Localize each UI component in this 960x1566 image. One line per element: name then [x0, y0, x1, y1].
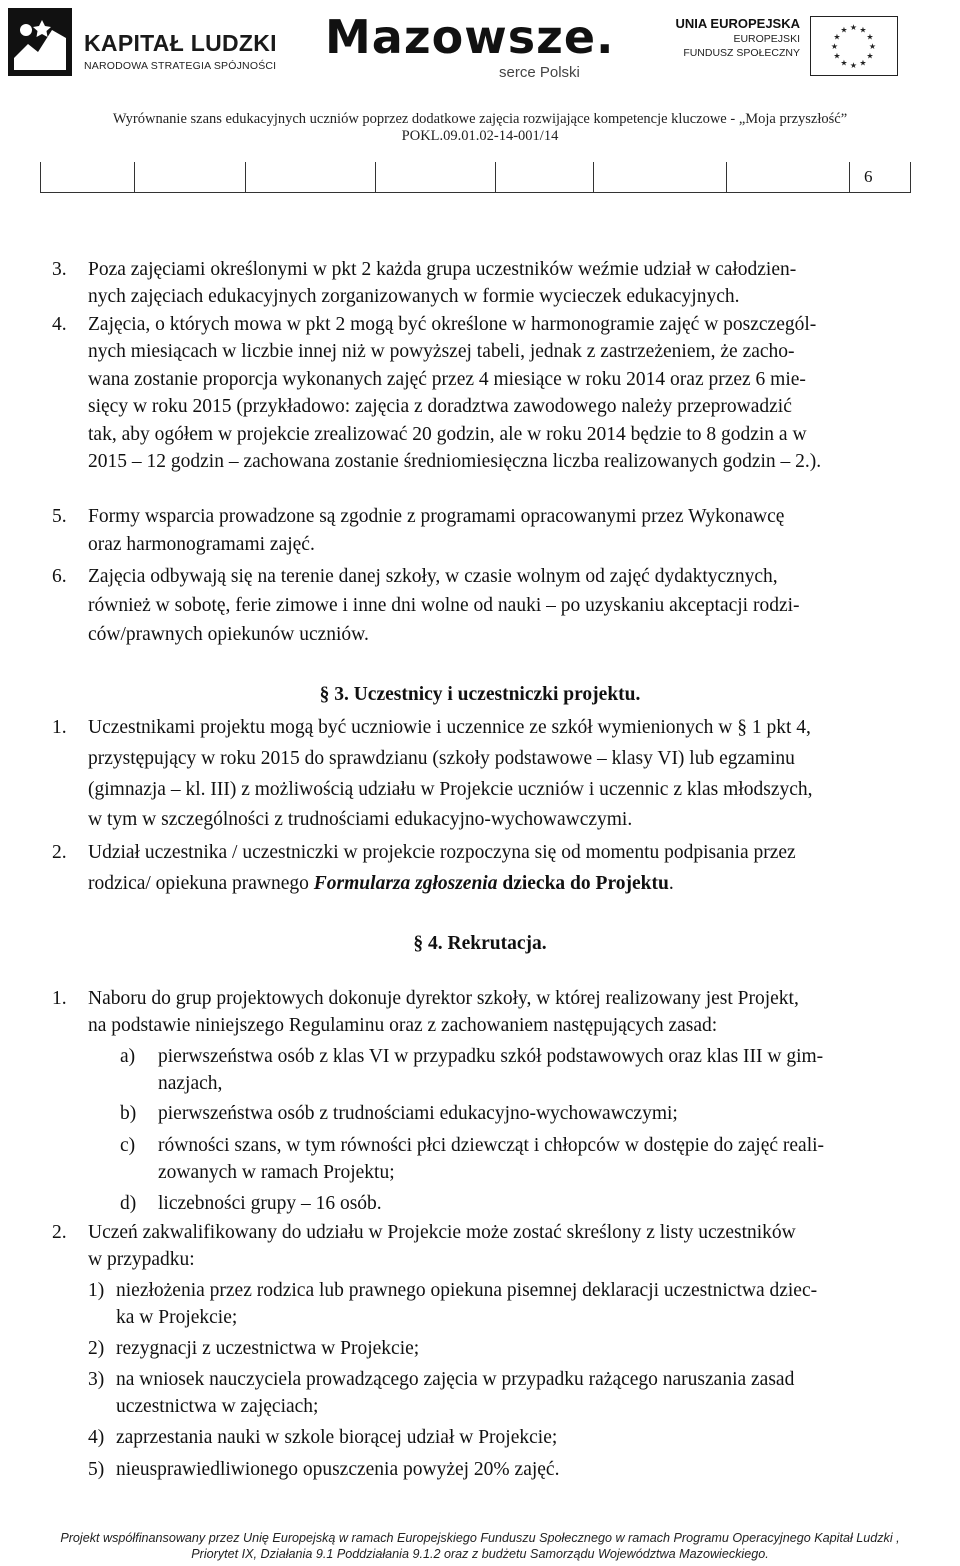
reason-text: niezłożenia przez rodzica lub prawnego opiekuna pisemnej deklaracji uczestnictwa dziec- [116, 1280, 818, 1301]
kapital-ludzki-subtitle: NARODOWA STRATEGIA SPÓJNOŚCI [84, 60, 277, 72]
svg-text:★: ★ [840, 25, 848, 35]
item-number: 1. [52, 988, 67, 1009]
reason-text: ka w Projekcie; [116, 1307, 238, 1328]
item-text-plain: rodzica/ opiekuna prawnego [88, 873, 314, 894]
footer-line1: Projekt współfinansowany przez Unię Europejską w ramach Europejskiego Funduszu Społecznego w ramach Programu Operacyjnego Kapitał Ludzki , [60, 1531, 900, 1545]
eu-line1: UNIA EUROPEJSKA [675, 16, 800, 31]
item-number: 5. [52, 506, 67, 527]
mazowsze-logo [325, 10, 625, 85]
sub-item-text: zowanych w ramach Projektu; [158, 1162, 395, 1183]
footer-line2: Priorytet IX, Działania 9.1 Poddziałania 9.1.2 oraz z budżetu Samorządu Województwa Mazowieckiego. [191, 1547, 769, 1561]
svg-text:★: ★ [859, 25, 867, 35]
kapital-ludzki-emblem-icon [8, 8, 72, 76]
svg-text:★: ★ [830, 42, 839, 51]
reason-text: nieusprawiedliwionego opuszczenia powyżej 20% zajęć. [116, 1459, 560, 1480]
kapital-ludzki-logo [8, 8, 278, 78]
item-text: Poza zajęciami określonymi w pkt 2 każda grupa uczestników weźmie udział w całodzien- [88, 259, 797, 280]
item-number: 2. [52, 842, 67, 863]
mazowsze-title: Mazowsze. [325, 10, 615, 64]
sub-item-label: d) [120, 1193, 137, 1214]
svg-text:★: ★ [840, 58, 848, 68]
item-text: Naboru do grup projektowych dokonuje dyrektor szkoły, w której realizowany jest Projekt, [88, 988, 799, 1009]
item-text: oraz harmonogramami zajęć. [88, 534, 315, 555]
svg-text:★: ★ [849, 61, 858, 70]
reason-label: 1) [88, 1280, 105, 1301]
table-cell [594, 162, 727, 193]
sub-item-text: liczebności grupy – 16 osób. [158, 1193, 382, 1214]
project-title [0, 111, 960, 145]
page-header [0, 0, 960, 150]
item-text: tak, aby ogółem w projekcie zrealizować 20 godzin, ale w roku 2014 będzie to 8 godzin a w [88, 424, 807, 445]
item-text: 2015 – 12 godzin – zachowana zostanie średniomiesięczna liczba realizowanych godzin – 2.). [88, 451, 822, 472]
reason-text: na wniosek nauczyciela prowadzącego zajęcia w przypadku rażącego naruszania zasad [116, 1369, 795, 1390]
item-text: Uczeń zakwalifikowany do udziału w Projekcie może zostać skreślony z listy uczestników [88, 1222, 796, 1243]
svg-text:★: ★ [833, 32, 841, 42]
mazowsze-subtitle: serce Polski [499, 64, 580, 81]
reason-label: 5) [88, 1459, 105, 1480]
table-cell [246, 162, 376, 193]
eu-line2: EUROPEJSKI [733, 33, 800, 45]
item-number: 1. [52, 717, 67, 738]
kapital-ludzki-title: KAPITAŁ LUDZKI [84, 30, 277, 56]
item-text: sięcy w roku 2015 (przykładowo: zajęcia z doradztwa zawodowego należy przeprowadzić [88, 396, 792, 417]
item-text: Udział uczestnika / uczestniczki w projekcie rozpoczyna się od momentu podpisania przez [88, 842, 796, 863]
project-title-line1: Wyrównanie szans edukacyjnych uczniów poprzez dodatkowe zajęcia rozwijające kompetencje kluczowe - „Moja przyszłość” [112, 111, 848, 127]
sub-item-text: pierwszeństwa osób z klas VI w przypadku szkół podstawowych oraz klas III w gim- [158, 1046, 824, 1067]
reason-label: 2) [88, 1338, 105, 1359]
eu-logo-text [672, 16, 800, 60]
item-number: 3. [52, 259, 67, 280]
sub-item-text: równości szans, w tym równości płci dziewcząt i chłopców w dostępie do zajęć reali- [158, 1135, 825, 1156]
table-cell [41, 162, 135, 193]
sub-item-label: b) [120, 1103, 137, 1124]
svg-text:★: ★ [849, 23, 858, 32]
table-cell [135, 162, 246, 193]
item-text: w przypadku: [88, 1249, 195, 1270]
eu-flag-icon [810, 16, 898, 76]
item-text: (gimnazja – kl. III) z możliwością udziału w Projekcie uczniów i uczennic z klas młodszych, [88, 779, 813, 800]
svg-text:★: ★ [859, 58, 867, 68]
item-text-bold: dziecka do Projektu [497, 873, 669, 894]
section-title: § 4. Rekrutacja. [413, 933, 547, 954]
item-text: Zajęcia odbywają się na terenie danej szkoły, w czasie wolnym od zajęć dydaktycznych, [88, 566, 778, 587]
svg-text:★: ★ [868, 42, 877, 51]
item-number: 6. [52, 566, 67, 587]
sub-item-text: pierwszeństwa osób z trudnościami edukacyjno-wychowawczymi; [158, 1103, 678, 1124]
form-name: Formularza zgłoszenia [313, 873, 498, 894]
item-text: w tym w szczególności z trudnościami edukacyjno-wychowawczymi. [88, 809, 633, 830]
item-text-end: . [668, 873, 674, 894]
svg-text:★: ★ [866, 32, 874, 42]
item-text: Uczestnikami projektu mogą być uczniowie i uczennice ze szkół wymienionych w § 1 pkt 4, [88, 717, 811, 738]
item-text: wana zostanie proporcja wykonanych zajęć przez 4 miesiące w roku 2014 oraz przez 6 mie- [88, 369, 806, 390]
item-text: ców/prawnych opiekunów uczniów. [88, 624, 369, 645]
table-fragment [40, 162, 911, 193]
table-cell [727, 162, 850, 193]
item-text: nych zajęciach edukacyjnych zorganizowanych w formie wycieczek edukacyjnych. [88, 286, 740, 307]
item-number: 2. [52, 1222, 67, 1243]
item-text: również w sobotę, ferie zimowe i inne dni wolne od nauki – po uzyskaniu akceptacji rodzi- [88, 595, 800, 616]
item-text: przystępujący w roku 2015 do sprawdzianu (szkoły podstawowe – klasy VI) lub egzaminu [88, 748, 795, 769]
svg-text:★: ★ [833, 51, 841, 61]
table-cell [376, 162, 496, 193]
item-text: nych miesiącach w liczbie innej niż w powyższej tabeli, jednak z zastrzeżeniem, że zacho- [88, 341, 795, 362]
item-text: Zajęcia, o których mowa w pkt 2 mogą być określone w harmonogramie zajęć w poszczegól- [88, 314, 817, 335]
table-cell [496, 162, 594, 193]
svg-text:★: ★ [866, 51, 874, 61]
table-row [41, 162, 911, 193]
section-title: § 3. Uczestnicy i uczestniczki projektu. [319, 684, 641, 705]
item-number: 4. [52, 314, 67, 335]
eu-logo [672, 16, 960, 80]
item-text: Formy wsparcia prowadzone są zgodnie z programami opracowanymi przez Wykonawcę [88, 506, 785, 527]
project-code: POKL.09.01.02-14-001/14 [401, 128, 559, 144]
sub-item-text: nazjach, [158, 1073, 223, 1094]
sub-item-label: a) [120, 1046, 136, 1067]
reason-text: rezygnacji z uczestnictwa w Projekcie; [116, 1338, 420, 1359]
item-text: na podstawie niniejszego Regulaminu oraz z zachowaniem następujących zasad: [88, 1015, 718, 1036]
reason-label: 3) [88, 1369, 105, 1390]
item-text [88, 870, 674, 897]
page-number: 6 [850, 162, 911, 193]
reason-text: zaprzestania nauki w szkole biorącej udział w Projekcie; [116, 1427, 558, 1448]
sub-item-label: c) [120, 1135, 136, 1156]
reason-text: uczestnictwa w zajęciach; [116, 1396, 319, 1417]
eu-line3: FUNDUSZ SPOŁECZNY [683, 47, 800, 59]
reason-label: 4) [88, 1427, 105, 1448]
page-footer [0, 1530, 960, 1562]
